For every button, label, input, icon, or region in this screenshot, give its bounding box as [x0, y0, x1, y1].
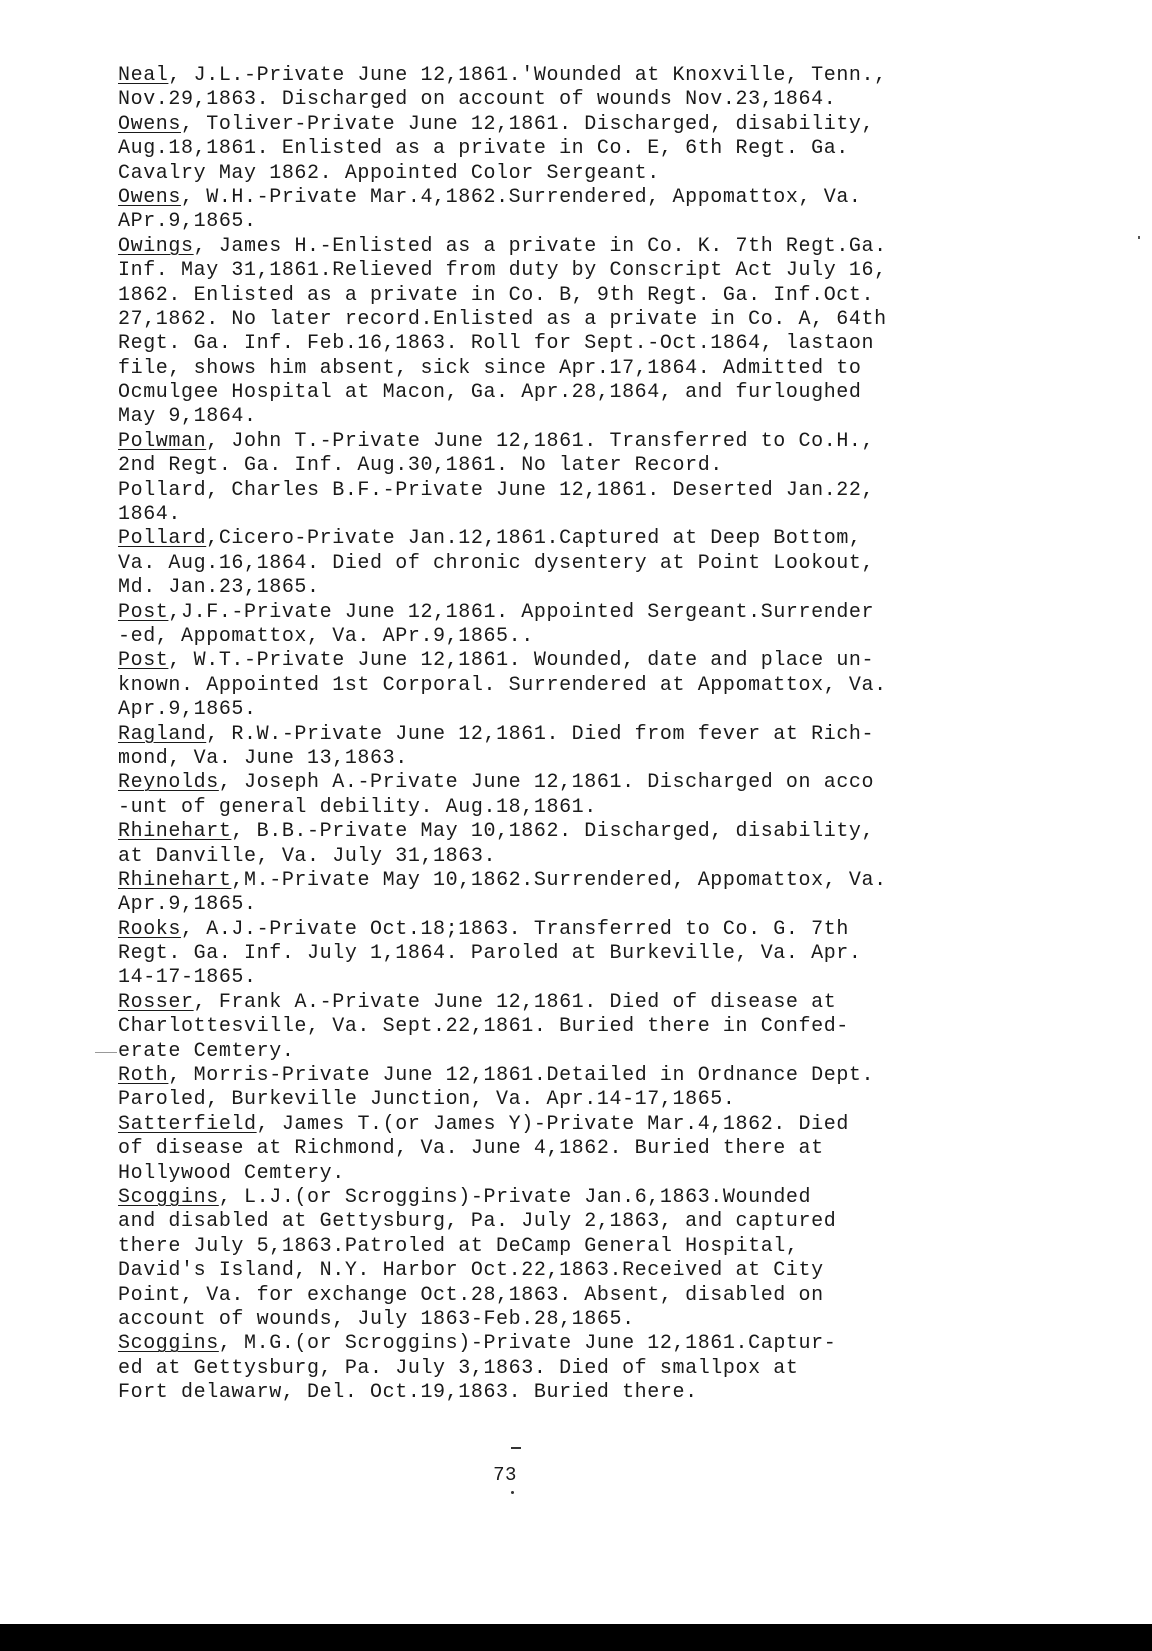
roster-entry — [118, 991, 1038, 1064]
roster-text — [118, 64, 1038, 1405]
entry-text: Hollywood Cemtery. — [118, 1161, 345, 1185]
entry-line — [118, 381, 1038, 405]
entry-line — [118, 479, 1038, 503]
entry-text: , Joseph A.-Private June 12,1861. Discharged on acco — [218, 771, 875, 795]
entry-line — [118, 1113, 1038, 1137]
scan-edge-bar — [0, 1624, 1152, 1651]
entry-line — [118, 210, 1038, 234]
entry-text: 1864. — [118, 503, 182, 527]
entry-line — [118, 1040, 1038, 1064]
margin-line — [95, 1052, 117, 1053]
entry-line — [118, 527, 1038, 551]
page-mark-dash — [511, 1447, 521, 1449]
entry-line — [118, 1284, 1038, 1308]
entry-surname: Pollard — [118, 527, 207, 551]
entry-text: 2nd Regt. Ga. Inf. Aug.30,1861. No later Record. — [118, 454, 723, 478]
entry-surname: Reynolds — [118, 771, 219, 795]
entry-text: Apr.9,1865. — [118, 893, 257, 917]
entry-text: Pollard, Charles B.F.-Private June 12,1861. Deserted Jan.22, — [118, 478, 875, 502]
entry-line — [118, 1381, 1038, 1405]
entry-line — [118, 942, 1038, 966]
entry-text: APr.9,1865. — [118, 210, 257, 234]
roster-entry — [118, 430, 1038, 479]
roster-entry — [118, 235, 1038, 430]
entry-surname: Roth — [118, 1064, 169, 1088]
entry-surname: Rooks — [118, 917, 182, 941]
entry-line — [118, 454, 1038, 478]
entry-line — [118, 308, 1038, 332]
entry-text: Va. Aug.16,1864. Died of chronic dysentery at Point Lookout, — [118, 551, 875, 575]
entry-text: , M.G.(or Scroggins)-Private June 12,1861.Captur- — [218, 1332, 837, 1356]
roster-entry — [118, 869, 1038, 918]
entry-text: Fort delawarw, Del. Oct.19,1863. Buried there. — [118, 1381, 698, 1405]
page-number: 73 — [493, 1464, 517, 1486]
entry-text: erate Cemtery. — [118, 1039, 295, 1063]
entry-surname: Scoggins — [118, 1332, 219, 1356]
entry-line — [118, 503, 1038, 527]
entry-line — [118, 113, 1038, 137]
entry-text: , A.J.-Private Oct.18;1863. Transferred to Co. G. 7th — [181, 917, 849, 941]
entry-line — [118, 405, 1038, 429]
entry-line — [118, 674, 1038, 698]
entry-text: ,Cicero-Private Jan.12,1861.Captured at Deep Bottom, — [206, 527, 862, 551]
entry-surname: Post — [118, 649, 169, 673]
entry-text: , Morris-Private June 12,1861.Detailed in Ordnance Dept. — [168, 1064, 875, 1088]
entry-text: Md. Jan.23,1865. — [118, 576, 320, 600]
entry-text: 14-17-1865. — [118, 966, 257, 990]
entry-line — [118, 893, 1038, 917]
entry-surname: Owens — [118, 185, 182, 209]
entry-text: , W.H.-Private Mar.4,1862.Surrendered, Appomattox, Va. — [181, 185, 862, 209]
entry-text: , John T.-Private June 12,1861. Transferred to Co.H., — [206, 429, 875, 453]
entry-surname: Post — [118, 600, 169, 624]
roster-entry — [118, 820, 1038, 869]
entry-text: , B.B.-Private May 10,1862. Discharged, disability, — [231, 820, 875, 844]
entry-line — [118, 1088, 1038, 1112]
entry-surname: Owens — [118, 112, 182, 136]
entry-line — [118, 845, 1038, 869]
entry-line — [118, 869, 1038, 893]
entry-line — [118, 430, 1038, 454]
entry-text: -ed, Appomattox, Va. APr.9,1865.. — [118, 624, 534, 648]
entry-line — [118, 1235, 1038, 1259]
entry-text: there July 5,1863.Patroled at DeCamp General Hospital, — [118, 1234, 799, 1258]
entry-text: and disabled at Gettysburg, Pa. July 2,1863, and captured — [118, 1210, 837, 1234]
entry-line — [118, 1357, 1038, 1381]
entry-line — [118, 1259, 1038, 1283]
entry-line — [118, 357, 1038, 381]
entry-text: Apr.9,1865. — [118, 698, 257, 722]
entry-line — [118, 796, 1038, 820]
entry-surname: Rhinehart — [118, 820, 232, 844]
entry-line — [118, 576, 1038, 600]
entry-line — [118, 991, 1038, 1015]
entry-surname: Ragland — [118, 722, 207, 746]
roster-entry — [118, 64, 1038, 113]
entry-line — [118, 64, 1038, 88]
entry-text: Ocmulgee Hospital at Macon, Ga. Apr.28,1864, and furloughed — [118, 381, 862, 405]
entry-surname: Neal — [118, 64, 169, 87]
entry-text: Paroled, Burkeville Junction, Va. Apr.14-17,1865. — [118, 1088, 736, 1112]
roster-entry — [118, 649, 1038, 722]
entry-text: -unt of general debility. Aug.18,1861. — [118, 795, 597, 819]
entry-text: known. Appointed 1st Corporal. Surrendered at Appomattox, Va. — [118, 673, 887, 697]
entry-surname: Scoggins — [118, 1185, 219, 1209]
entry-line — [118, 1332, 1038, 1356]
entry-line — [118, 332, 1038, 356]
entry-line — [118, 1162, 1038, 1186]
entry-line — [118, 625, 1038, 649]
entry-line — [118, 1015, 1038, 1039]
entry-line — [118, 235, 1038, 259]
entry-line — [118, 966, 1038, 990]
entry-text: Charlottesville, Va. Sept.22,1861. Buried there in Confed- — [118, 1015, 849, 1039]
entry-text: Nov.29,1863. Discharged on account of wounds Nov.23,1864. — [118, 88, 837, 112]
roster-entry — [118, 601, 1038, 650]
entry-line — [118, 918, 1038, 942]
roster-entry — [118, 479, 1038, 528]
roster-entry — [118, 1064, 1038, 1113]
page-mark-dot — [511, 1491, 514, 1494]
roster-entry — [118, 527, 1038, 600]
entry-text: 27,1862. No later record.Enlisted as a private in Co. A, 64th — [118, 307, 887, 331]
entry-text: David's Island, N.Y. Harbor Oct.22,1863.Received at City — [118, 1259, 824, 1283]
roster-entry — [118, 186, 1038, 235]
entry-line — [118, 698, 1038, 722]
entry-line — [118, 284, 1038, 308]
entry-line — [118, 1064, 1038, 1088]
entry-line — [118, 552, 1038, 576]
entry-line — [118, 649, 1038, 673]
roster-entry — [118, 1332, 1038, 1405]
entry-line — [118, 771, 1038, 795]
roster-entry — [118, 771, 1038, 820]
entry-text: ed at Gettysburg, Pa. July 3,1863. Died of smallpox at — [118, 1356, 799, 1380]
entry-text: at Danville, Va. July 31,1863. — [118, 844, 497, 868]
entry-text: ,M.-Private May 10,1862.Surrendered, Appomattox, Va. — [231, 868, 887, 892]
entry-line — [118, 747, 1038, 771]
entry-line — [118, 162, 1038, 186]
entry-text: Regt. Ga. Inf. Feb.16,1863. Roll for Sept.-Oct.1864, lastaon — [118, 332, 875, 356]
entry-text: Inf. May 31,1861.Relieved from duty by Conscript Act July 16, — [118, 259, 887, 283]
entry-text: , Frank A.-Private June 12,1861. Died of disease at — [193, 990, 837, 1014]
entry-line — [118, 723, 1038, 747]
entry-text: , James H.-Enlisted as a private in Co. K. 7th Regt.Ga. — [193, 234, 887, 258]
entry-text: May 9,1864. — [118, 405, 257, 429]
roster-entry — [118, 918, 1038, 991]
entry-text: , L.J.(or Scroggins)-Private Jan.6,1863.Wounded — [218, 1185, 812, 1209]
entry-line — [118, 1308, 1038, 1332]
entry-text: 1862. Enlisted as a private in Co. B, 9th Regt. Ga. Inf.Oct. — [118, 283, 875, 307]
entry-text: , James T.(or James Y)-Private Mar.4,1862. Died — [256, 1112, 849, 1136]
margin-speck — [1138, 236, 1140, 239]
entry-text: , R.W.-Private June 12,1861. Died from fever at Rich- — [206, 722, 875, 746]
entry-line — [118, 601, 1038, 625]
entry-text: Regt. Ga. Inf. July 1,1864. Paroled at Burkeville, Va. Apr. — [118, 942, 862, 966]
entry-line — [118, 88, 1038, 112]
entry-text: Cavalry May 1862. Appointed Color Sergeant. — [118, 161, 660, 185]
entry-text: , J.L.-Private June 12,1861.'Wounded at Knoxville, Tenn., — [168, 64, 887, 87]
entry-text: account of wounds, July 1863-Feb.28,1865. — [118, 1307, 635, 1331]
entry-text: ,J.F.-Private June 12,1861. Appointed Sergeant.Surrender — [168, 600, 875, 624]
entry-surname: Satterfield — [118, 1112, 257, 1136]
entry-text: , Toliver-Private June 12,1861. Discharged, disability, — [181, 112, 875, 136]
entry-text: mond, Va. June 13,1863. — [118, 746, 408, 770]
entry-line — [118, 1210, 1038, 1234]
entry-text: , W.T.-Private June 12,1861. Wounded, date and place un- — [168, 649, 875, 673]
entry-surname: Owings — [118, 234, 194, 258]
entry-surname: Rosser — [118, 990, 194, 1014]
entry-text: Aug.18,1861. Enlisted as a private in Co. E, 6th Regt. Ga. — [118, 137, 849, 161]
entry-line — [118, 1186, 1038, 1210]
entry-surname: Rhinehart — [118, 868, 232, 892]
entry-surname: Polwman — [118, 429, 207, 453]
roster-entry — [118, 723, 1038, 772]
roster-entry — [118, 1186, 1038, 1332]
entry-text: file, shows him absent, sick since Apr.17,1864. Admitted to — [118, 356, 862, 380]
entry-line — [118, 186, 1038, 210]
entry-line — [118, 1137, 1038, 1161]
roster-entry — [118, 113, 1038, 186]
entry-text: Point, Va. for exchange Oct.28,1863. Absent, disabled on — [118, 1283, 824, 1307]
entry-line — [118, 137, 1038, 161]
entry-line — [118, 259, 1038, 283]
entry-line — [118, 820, 1038, 844]
roster-entry — [118, 1113, 1038, 1186]
entry-text: of disease at Richmond, Va. June 4,1862. Buried there at — [118, 1137, 824, 1161]
